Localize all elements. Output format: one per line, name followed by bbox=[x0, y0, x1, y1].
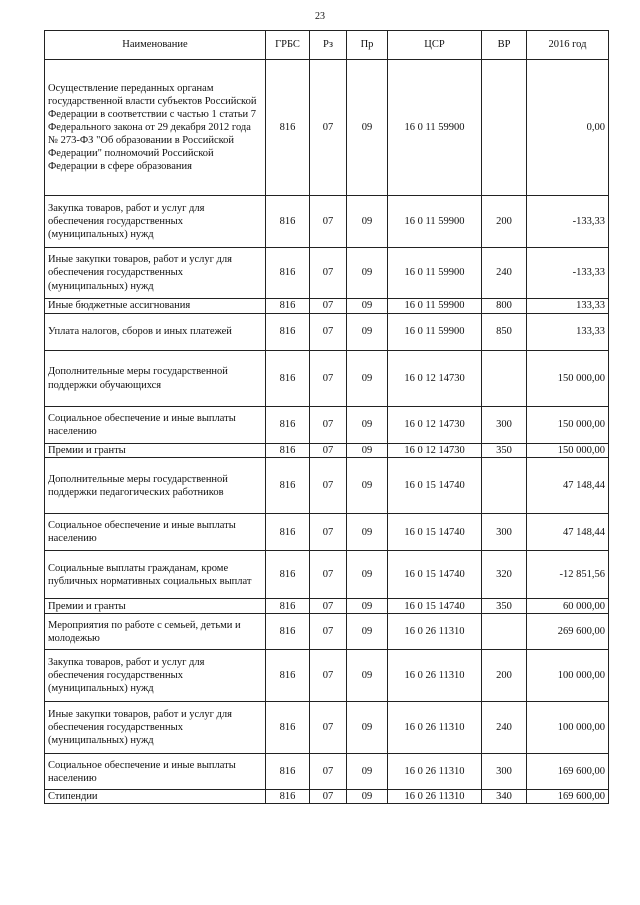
cell-amount: 150 000,00 bbox=[527, 407, 609, 444]
cell-vr bbox=[482, 458, 527, 514]
cell-vr: 200 bbox=[482, 196, 527, 248]
cell-vr: 350 bbox=[482, 444, 527, 458]
cell-rz: 07 bbox=[310, 702, 347, 754]
cell-rz: 07 bbox=[310, 196, 347, 248]
cell-csr: 16 0 26 11310 bbox=[388, 702, 482, 754]
cell-grbs: 816 bbox=[266, 514, 310, 551]
header-grbs: ГРБС bbox=[266, 31, 310, 60]
cell-amount: 169 600,00 bbox=[527, 754, 609, 790]
cell-amount: 269 600,00 bbox=[527, 614, 609, 650]
cell-name: Социальное обеспечение и иные выплаты населению bbox=[45, 754, 266, 790]
cell-csr: 16 0 12 14730 bbox=[388, 407, 482, 444]
table-row bbox=[45, 351, 609, 407]
cell-name: Дополнительные меры государственной поддержки педагогических работников bbox=[45, 458, 266, 514]
cell-vr bbox=[482, 60, 527, 196]
cell-grbs: 816 bbox=[266, 444, 310, 458]
cell-name: Социальное обеспечение и иные выплаты населению bbox=[45, 514, 266, 551]
cell-csr: 16 0 15 14740 bbox=[388, 599, 482, 614]
cell-name: Закупка товаров, работ и услуг для обеспечения государственных (муниципальных) нужд bbox=[45, 650, 266, 702]
cell-csr: 16 0 26 11310 bbox=[388, 754, 482, 790]
cell-name: Иные закупки товаров, работ и услуг для обеспечения государственных (муниципальных) нужд bbox=[45, 702, 266, 754]
cell-pr: 09 bbox=[347, 614, 388, 650]
cell-vr bbox=[482, 614, 527, 650]
cell-rz: 07 bbox=[310, 514, 347, 551]
cell-grbs: 816 bbox=[266, 196, 310, 248]
cell-csr: 16 0 11 59900 bbox=[388, 196, 482, 248]
cell-vr: 300 bbox=[482, 407, 527, 444]
cell-csr: 16 0 12 14730 bbox=[388, 351, 482, 407]
cell-pr: 09 bbox=[347, 702, 388, 754]
cell-rz: 07 bbox=[310, 314, 347, 351]
table-row bbox=[45, 196, 609, 248]
cell-csr: 16 0 26 11310 bbox=[388, 614, 482, 650]
header-row bbox=[45, 31, 609, 60]
cell-grbs: 816 bbox=[266, 314, 310, 351]
table-row bbox=[45, 650, 609, 702]
cell-pr: 09 bbox=[347, 299, 388, 314]
table-row bbox=[45, 248, 609, 299]
table-row bbox=[45, 299, 609, 314]
cell-grbs: 816 bbox=[266, 299, 310, 314]
header-rz: Рз bbox=[310, 31, 347, 60]
table-row bbox=[45, 444, 609, 458]
cell-name: Социальные выплаты гражданам, кроме публичных нормативных социальных выплат bbox=[45, 551, 266, 599]
cell-amount: 60 000,00 bbox=[527, 599, 609, 614]
cell-rz: 07 bbox=[310, 60, 347, 196]
cell-pr: 09 bbox=[347, 599, 388, 614]
cell-csr: 16 0 11 59900 bbox=[388, 248, 482, 299]
cell-rz: 07 bbox=[310, 458, 347, 514]
cell-grbs: 816 bbox=[266, 551, 310, 599]
cell-name: Дополнительные меры государственной поддержки обучающихся bbox=[45, 351, 266, 407]
header-vr: ВР bbox=[482, 31, 527, 60]
cell-amount: 150 000,00 bbox=[527, 351, 609, 407]
cell-amount: 133,33 bbox=[527, 299, 609, 314]
cell-rz: 07 bbox=[310, 790, 347, 804]
cell-vr: 300 bbox=[482, 754, 527, 790]
header-name: Наименование bbox=[45, 31, 266, 60]
cell-rz: 07 bbox=[310, 599, 347, 614]
cell-vr: 800 bbox=[482, 299, 527, 314]
cell-grbs: 816 bbox=[266, 458, 310, 514]
cell-grbs: 816 bbox=[266, 351, 310, 407]
cell-vr: 240 bbox=[482, 702, 527, 754]
cell-csr: 16 0 15 14740 bbox=[388, 551, 482, 599]
cell-amount: -133,33 bbox=[527, 248, 609, 299]
cell-csr: 16 0 26 11310 bbox=[388, 650, 482, 702]
cell-vr bbox=[482, 351, 527, 407]
cell-pr: 09 bbox=[347, 407, 388, 444]
table-row bbox=[45, 514, 609, 551]
cell-grbs: 816 bbox=[266, 60, 310, 196]
table-row bbox=[45, 754, 609, 790]
cell-vr: 240 bbox=[482, 248, 527, 299]
cell-pr: 09 bbox=[347, 351, 388, 407]
cell-amount: -12 851,56 bbox=[527, 551, 609, 599]
cell-pr: 09 bbox=[347, 650, 388, 702]
cell-amount: 150 000,00 bbox=[527, 444, 609, 458]
cell-csr: 16 0 11 59900 bbox=[388, 60, 482, 196]
cell-grbs: 816 bbox=[266, 790, 310, 804]
cell-grbs: 816 bbox=[266, 248, 310, 299]
cell-amount: 169 600,00 bbox=[527, 790, 609, 804]
table-row bbox=[45, 702, 609, 754]
header-csr: ЦСР bbox=[388, 31, 482, 60]
header-pr: Пр bbox=[347, 31, 388, 60]
cell-csr: 16 0 11 59900 bbox=[388, 299, 482, 314]
cell-vr: 200 bbox=[482, 650, 527, 702]
cell-rz: 07 bbox=[310, 407, 347, 444]
cell-rz: 07 bbox=[310, 248, 347, 299]
cell-name: Социальное обеспечение и иные выплаты населению bbox=[45, 407, 266, 444]
cell-amount: 100 000,00 bbox=[527, 702, 609, 754]
cell-pr: 09 bbox=[347, 458, 388, 514]
cell-rz: 07 bbox=[310, 351, 347, 407]
cell-grbs: 816 bbox=[266, 650, 310, 702]
header-year: 2016 год bbox=[527, 31, 609, 60]
table-row bbox=[45, 551, 609, 599]
page-number: 23 bbox=[315, 11, 325, 22]
cell-pr: 09 bbox=[347, 514, 388, 551]
cell-rz: 07 bbox=[310, 551, 347, 599]
cell-rz: 07 bbox=[310, 650, 347, 702]
cell-vr: 320 bbox=[482, 551, 527, 599]
cell-name: Иные бюджетные ассигнования bbox=[45, 299, 266, 314]
table-row bbox=[45, 407, 609, 444]
table-row bbox=[45, 314, 609, 351]
cell-grbs: 816 bbox=[266, 599, 310, 614]
table-row bbox=[45, 790, 609, 804]
cell-csr: 16 0 11 59900 bbox=[388, 314, 482, 351]
cell-pr: 09 bbox=[347, 790, 388, 804]
cell-vr: 350 bbox=[482, 599, 527, 614]
table-row bbox=[45, 458, 609, 514]
cell-name: Премии и гранты bbox=[45, 444, 266, 458]
cell-name: Осуществление переданных органам государственной власти субъектов Российской Федерации в соответствии с частью 1 статьи 7 Федерального закона от 29 декабря 2012 года № 273-ФЗ "Об образовании в Российской Федерации" полномочий Российской Федерации в сфере образования bbox=[45, 60, 266, 196]
cell-name: Иные закупки товаров, работ и услуг для обеспечения государственных (муниципальных) нужд bbox=[45, 248, 266, 299]
cell-vr: 850 bbox=[482, 314, 527, 351]
cell-rz: 07 bbox=[310, 444, 347, 458]
cell-amount: 47 148,44 bbox=[527, 458, 609, 514]
table-row bbox=[45, 599, 609, 614]
cell-name: Уплата налогов, сборов и иных платежей bbox=[45, 314, 266, 351]
budget-table bbox=[44, 30, 609, 804]
cell-csr: 16 0 12 14730 bbox=[388, 444, 482, 458]
cell-pr: 09 bbox=[347, 314, 388, 351]
cell-csr: 16 0 26 11310 bbox=[388, 790, 482, 804]
cell-grbs: 816 bbox=[266, 754, 310, 790]
cell-pr: 09 bbox=[347, 60, 388, 196]
cell-pr: 09 bbox=[347, 196, 388, 248]
cell-rz: 07 bbox=[310, 754, 347, 790]
cell-amount: -133,33 bbox=[527, 196, 609, 248]
table-row bbox=[45, 614, 609, 650]
cell-name: Мероприятия по работе с семьей, детьми и молодежью bbox=[45, 614, 266, 650]
cell-name: Стипендии bbox=[45, 790, 266, 804]
cell-name: Закупка товаров, работ и услуг для обеспечения государственных (муниципальных) нужд bbox=[45, 196, 266, 248]
table-row bbox=[45, 60, 609, 196]
cell-grbs: 816 bbox=[266, 702, 310, 754]
cell-pr: 09 bbox=[347, 444, 388, 458]
cell-pr: 09 bbox=[347, 754, 388, 790]
cell-pr: 09 bbox=[347, 551, 388, 599]
cell-rz: 07 bbox=[310, 614, 347, 650]
cell-rz: 07 bbox=[310, 299, 347, 314]
cell-grbs: 816 bbox=[266, 614, 310, 650]
cell-vr: 300 bbox=[482, 514, 527, 551]
cell-amount: 133,33 bbox=[527, 314, 609, 351]
cell-csr: 16 0 15 14740 bbox=[388, 458, 482, 514]
cell-amount: 0,00 bbox=[527, 60, 609, 196]
cell-pr: 09 bbox=[347, 248, 388, 299]
cell-name: Премии и гранты bbox=[45, 599, 266, 614]
cell-amount: 100 000,00 bbox=[527, 650, 609, 702]
cell-csr: 16 0 15 14740 bbox=[388, 514, 482, 551]
cell-vr: 340 bbox=[482, 790, 527, 804]
cell-amount: 47 148,44 bbox=[527, 514, 609, 551]
cell-grbs: 816 bbox=[266, 407, 310, 444]
